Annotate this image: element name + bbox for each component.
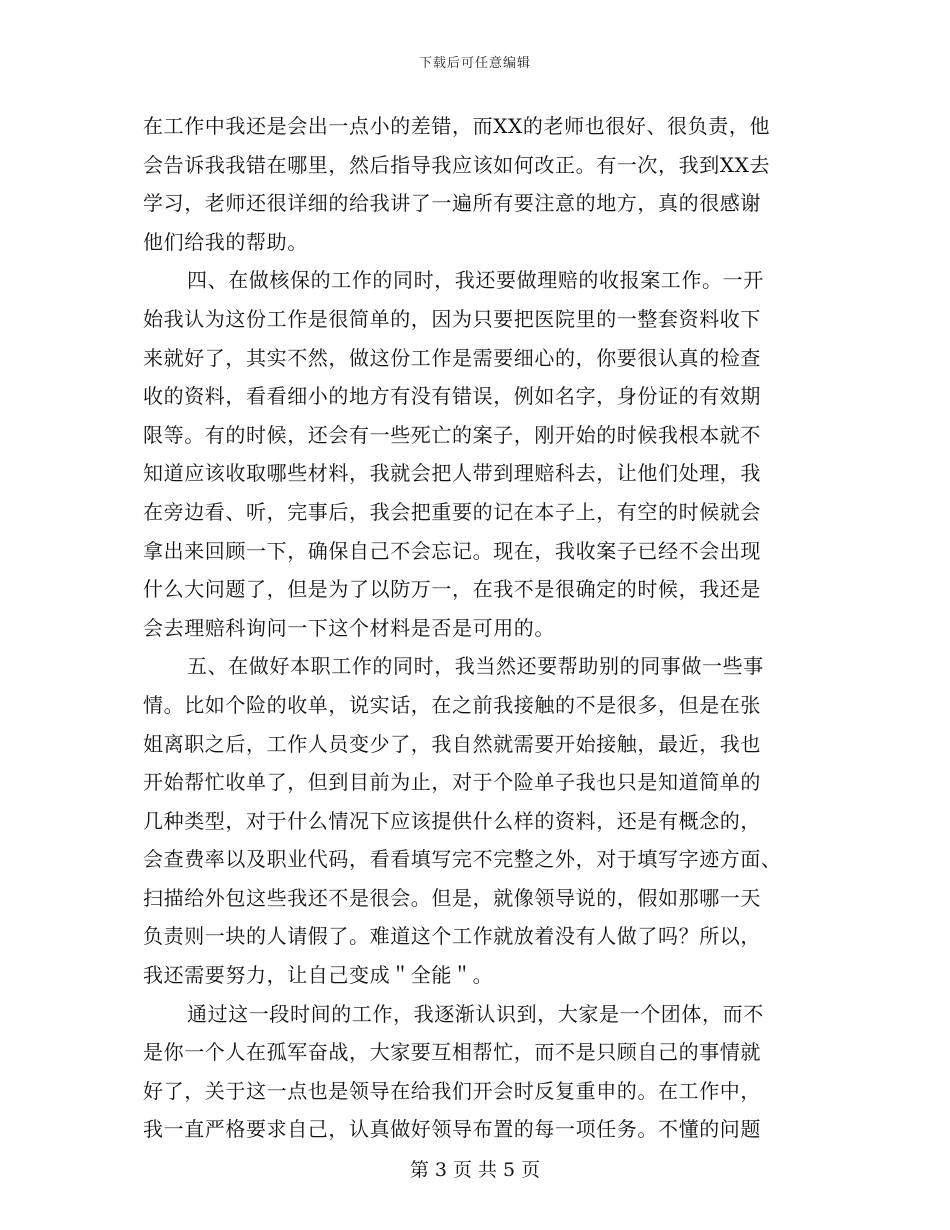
text-line: 开始帮忙收单了，但到目前为止，对于个险单子我也只是知道简单的	[143, 770, 761, 795]
text-line: 我还需要努力，让自己变成＂全能＂。	[143, 963, 494, 988]
paragraph-start-line: 四、在做核保的工作的同时，我还要做理赔的收报案工作。一开	[187, 268, 764, 293]
text-line: 扫描给外包这些我还不是很会。但是，就像领导说的，假如那哪一天	[143, 885, 761, 910]
text-line: 在工作中我还是会出一点小的差错，而XX的老师也很好、很负责，他	[143, 114, 771, 138]
text-line: 收的资料，看看细小的地方有没有错误，例如名字，身份证的有效期	[143, 384, 761, 409]
text-line: 什么大问题了，但是为了以防万一，在我不是很确定的时候，我还是	[143, 577, 761, 602]
text-line: 始我认为这份工作是很简单的，因为只要把医院里的一整套资料收下	[143, 306, 761, 331]
text-line: 学习，老师还很详细的给我讲了一遍所有要注意的地方，真的很感谢	[143, 191, 761, 216]
text-line: 我一直严格要求自己，认真做好领导布置的每一项任务。不懂的问题	[143, 1117, 761, 1142]
text-line: 会告诉我我错在哪里，然后指导我应该如何改正。有一次，我到XX去	[143, 152, 771, 177]
paragraph-start-line: 五、在做好本职工作的同时，我当然还要帮助别的同事做一些事	[187, 654, 764, 679]
text-line: 知道应该收取哪些材料，我就会把人带到理赔科去，让他们处理，我	[143, 461, 761, 486]
document-body	[143, 107, 803, 1149]
text-line: 会去理赔科询问一下这个材料是否是可用的。	[143, 615, 555, 640]
text-line: 好了，关于这一点也是领导在给我们开会时反复重申的。在工作中，	[143, 1078, 761, 1103]
text-line: 来就好了，其实不然，做这份工作是需要细心的，你要很认真的检查	[143, 345, 761, 370]
text-line: 限等。有的时候，还会有一些死亡的案子，刚开始的时候我根本就不	[143, 422, 761, 447]
text-line: 会查费率以及职业代码，看看填写完不完整之外，对于填写字迹方面、	[143, 847, 782, 872]
text-line: 情。比如个险的收单，说实话，在之前我接触的不是很多，但是在张	[143, 692, 761, 717]
text-line: 在旁边看、听，完事后，我会把重要的记在本子上，有空的时候就会	[143, 499, 761, 524]
text-line: 负责则一块的人请假了。难道这个工作就放着没有人做了吗？所以，	[143, 924, 761, 949]
text-line: 几种类型，对于什么情况下应该提供什么样的资料，还是有概念的，	[143, 808, 761, 833]
text-line: 拿出来回顾一下，确保自己不会忘记。现在，我收案子已经不会出现	[143, 538, 761, 563]
page-footer: 第 3 页 共 5 页	[409, 1159, 541, 1181]
paragraph-start-line: 通过这一段时间的工作，我逐渐认识到，大家是一个团体，而不	[187, 1001, 764, 1026]
page-header: 下载后可任意编辑	[418, 56, 531, 71]
text-line: 姐离职之后，工作人员变少了，我自然就需要开始接触，最近，我也	[143, 731, 761, 756]
text-line: 是你一个人在孤军奋战，大家要互相帮忙，而不是只顾自己的事情就	[143, 1040, 761, 1065]
text-line: 他们给我的帮助。	[143, 229, 308, 254]
